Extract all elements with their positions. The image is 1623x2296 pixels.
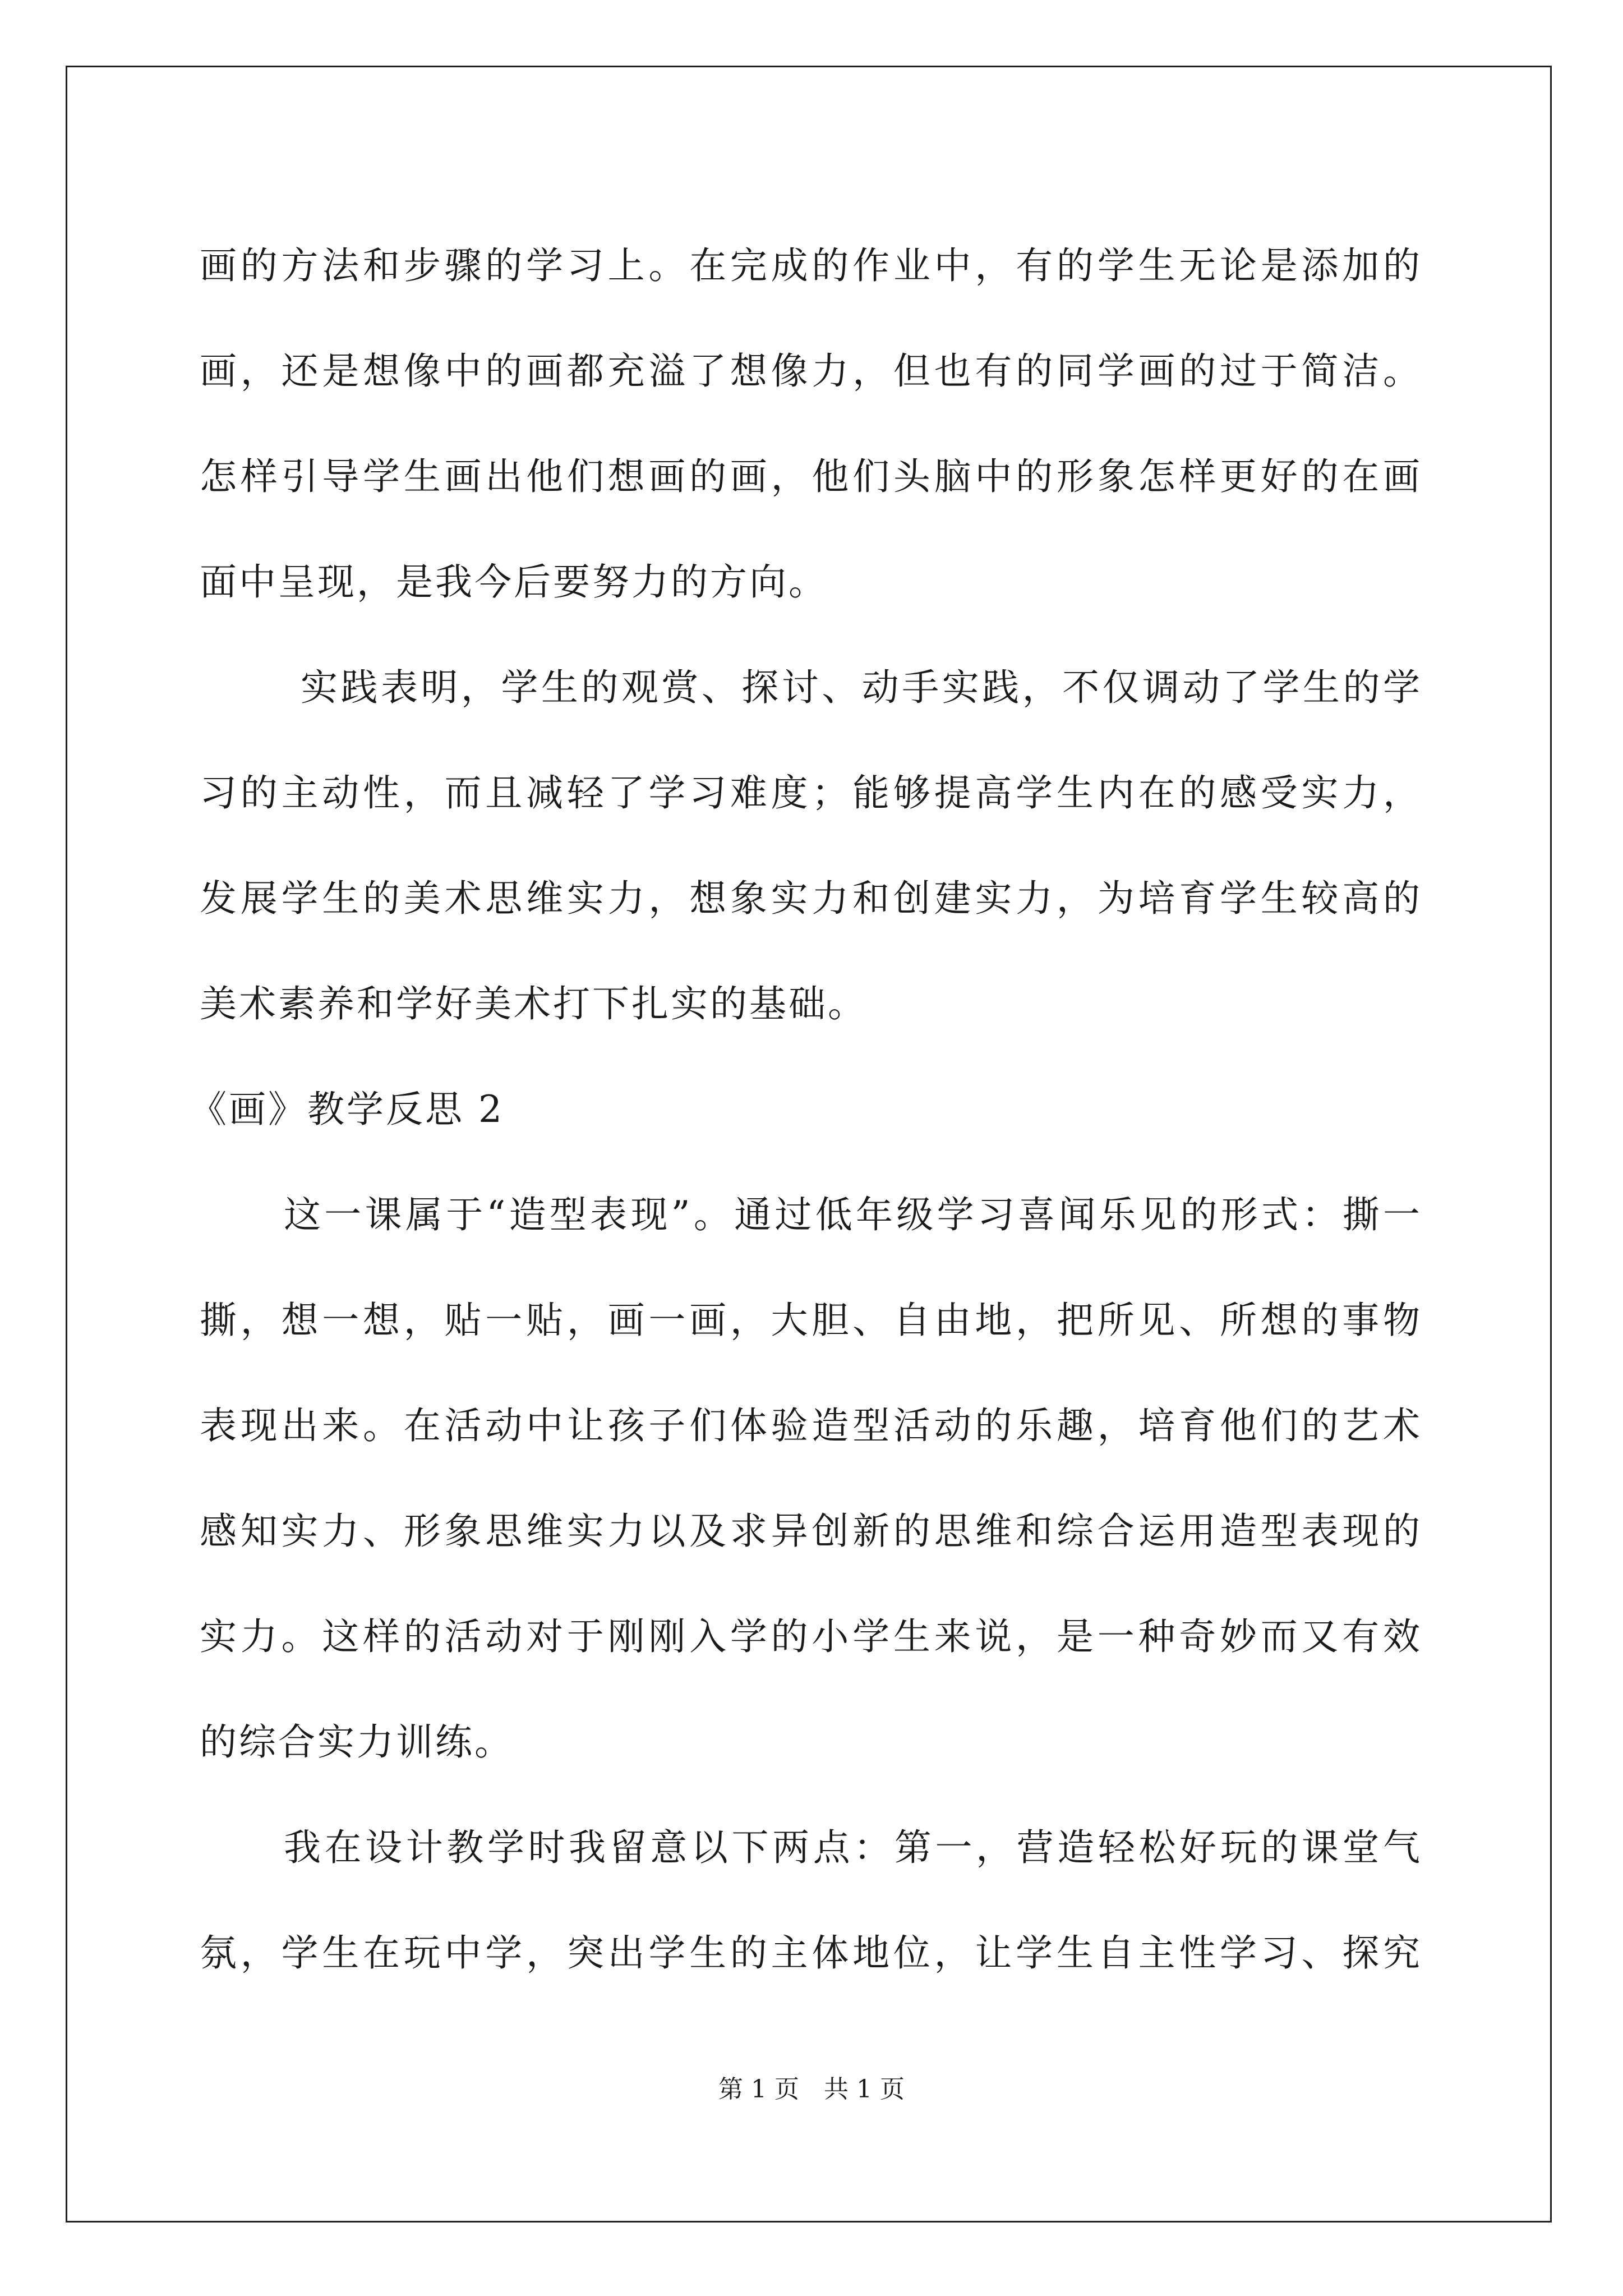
text-line: 这一课属于“造型表现”。通过低年级学习喜闻乐见的形式：撕一 [284, 1193, 1422, 1236]
text-line: 实力。这样的活动对于刚刚入学的小学生来说，是一种奇妙而又有效 [200, 1615, 1422, 1658]
paragraph [200, 635, 1422, 1057]
paragraph [200, 213, 1422, 635]
text-line: 画，还是想像中的画都充溢了想像力，但也有的同学画的过于简洁。 [200, 349, 1422, 393]
text-line: 习的主动性，而且减轻了学习难度；能够提高学生内在的感受实力， [200, 771, 1422, 815]
text-line: 我在设计教学时我留意以下两点：第一，营造轻松好玩的课堂气 [284, 1826, 1422, 1869]
text-line: 氛，学生在玩中学，突出学生的主体地位，让学生自主性学习、探究 [200, 1931, 1422, 1975]
text-line: 怎样引导学生画出他们想画的画，他们头脑中的形象怎样更好的在画 [200, 455, 1422, 498]
text-line: 面中呈现，是我今后要努力的方向。 [200, 560, 828, 604]
page-total: 共 1 页 [824, 2075, 905, 2104]
section-heading: 《画》教学反思 2 [190, 1088, 504, 1131]
text-line: 的综合实力训练。 [200, 1720, 514, 1764]
text-line: 实践表明，学生的观赏、探讨、动手实践，不仅调动了学生的学 [301, 666, 1422, 709]
page-number: 第 1 页 [718, 2075, 799, 2104]
page-footer [0, 2073, 1623, 2106]
text-line: 表现出来。在活动中让孩子们体验造型活动的乐趣，培育他们的艺术 [200, 1404, 1422, 1447]
document-body [190, 213, 1422, 2006]
paragraph [200, 1162, 1422, 1795]
text-line: 发展学生的美术思维实力，想象实力和创建实力，为培育学生较高的 [200, 877, 1422, 920]
text-line: 感知实力、形象思维实力以及求异创新的思维和综合运用造型表现的 [200, 1510, 1422, 1553]
paragraph [200, 1795, 1422, 2006]
text-line: 画的方法和步骤的学习上。在完成的作业中，有的学生无论是添加的 [200, 244, 1422, 287]
text-line: 撕，想一想，贴一贴，画一画，大胆、自由地，把所见、所想的事物 [200, 1299, 1422, 1342]
text-line: 美术素养和学好美术打下扎实的基础。 [200, 982, 867, 1025]
